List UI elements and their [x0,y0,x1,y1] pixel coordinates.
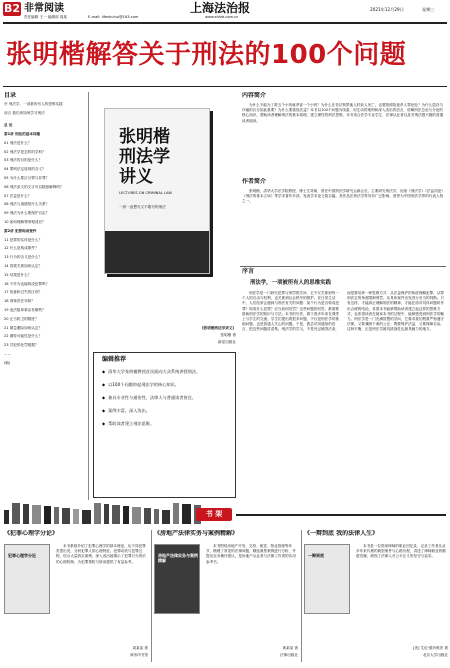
toc-title: 目录 [4,92,17,99]
editor-note-text: 案例丰富，深入浅出。 [108,408,150,413]
content-brief [242,92,446,174]
editor-note-item [102,395,230,401]
toc-line: 14 因果关系如何认定？ [4,263,43,268]
bottom-book-cover [154,544,200,614]
bottom-book-author: 黄某某 著 [282,646,298,650]
toc-line: 序 刑法学，一项被所有人的思维实践 [4,102,63,106]
bookshelf-books [0,504,196,526]
bullet-icon: ◆ [102,421,106,426]
book-spine [73,509,79,524]
bottom-book [4,530,150,664]
toc-line: 22 期待可能性是什么？ [4,334,43,339]
bottom-book-cover-title: 一辩到底 [308,553,324,558]
author-brief [242,178,446,264]
book-spine [182,504,191,524]
bottom-book-title: 《犯罪心理学分论》 [4,530,59,537]
book-spine [32,505,41,524]
editor-note-box [93,352,236,498]
masthead: 上海法治报 [190,1,251,15]
bookshelf-rule [236,514,446,516]
book-spine [44,506,51,524]
bottom-book-cover [304,544,350,614]
toc-column [4,92,86,500]
book-spine [82,510,91,524]
book-caption-title: 《张明楷刑法学讲义》 [200,326,236,330]
bottom-book [154,530,300,664]
book-spine [144,508,151,524]
toc-line: 03 刑法的目的是什么？ [4,158,43,163]
bottom-book-publisher: 商务印书馆 [130,653,148,657]
section-title: 非常阅读 [24,3,64,14]
toc-line: 第2讲 犯罪构成要件 [4,228,37,233]
editor-note-title: 编辑推荐 [102,356,127,363]
toc-line: 17 故意和过失的区别？ [4,290,43,295]
bottom-book-publisher: 北京大学出版社 [422,653,448,657]
toc-line: 总 论 [4,123,13,128]
book-section-label: 书 架 [196,508,232,521]
bullet-icon: ◆ [102,382,106,387]
bottom-book-text: 本书系统介绍了犯罪心理学的基本理论，从不同犯罪类型出发，分析犯罪人的心理特征、犯罪动机与犯罪过程，结合大量真实案例，深入浅出地揭示了犯罪行为背后的心理机制，为犯罪预防与矫治提供了有益参考。 [56,544,146,564]
headline: 张明楷解答关于刑法的100个问题 [6,40,407,70]
toc-line: 12 什么是构成要件？ [4,246,39,251]
book-spine [112,505,120,524]
toc-line: 05 为什么要区分罪与非罪？ [4,175,50,180]
weekday: 星期三 [422,7,435,12]
toc-line: 21 紧急避险如何认定？ [4,325,43,330]
date: 2021年12月29日 [370,7,404,12]
excerpt-heading: 刑法学，一项被所有人的思维实践 [250,280,331,286]
bottom-divider [151,530,152,662]
toc-line: …… [4,351,12,356]
bottom-book-title: 《房地产法律实务与案例精解》 [154,530,239,537]
url: www.shfzb.com.cn [205,15,239,19]
editor-note-text: 清华大学张明楷教授首次面向大众系统讲授刑法。 [108,369,201,374]
bullet-icon: ◆ [102,408,106,413]
book-caption-author: 张明楷 著 [220,333,236,337]
book-spine [132,507,141,524]
book-cover-title: 张明楷刑法学讲义 [119,127,170,187]
editor-note-text: 兼具专业性与通俗性，法律人与普通读者皆宜。 [108,395,197,400]
toc-line: 13 行为的含义是什么？ [4,255,43,260]
toc-line: 09 刑法为什么要保护自由？ [4,211,50,216]
bullet-icon: ◆ [102,395,106,400]
toc-line: 第1讲 刑法的基本问题 [4,131,41,136]
excerpt-title: 序言 [242,268,255,275]
book-spine [62,508,70,524]
author-brief-title: 作者简介 [242,178,267,185]
book-cover [104,108,210,274]
editor-note-item [102,421,230,427]
toc-line: 06 刑法条文的文字可以随意解释吗？ [4,184,64,189]
book-cover-band [105,231,209,273]
bottom-book-author: 周某某 著 [132,646,148,650]
header [0,0,450,22]
book-spine [162,510,170,524]
toc-line: 19 违法阻却事由有哪些？ [4,307,46,312]
header-rule [3,22,447,24]
book-spine [23,504,29,524]
toc-line: 16 不作为也能构成犯罪吗？ [4,281,50,286]
book-cover-tagline: 一套一直想写又不敢写的刑法 [119,205,166,209]
book-spine [173,503,179,524]
editor-note-text: 帮助读者建立刑法思维。 [108,421,155,426]
bottom-divider [301,530,302,662]
bottom-book-title: 《一辩到底 我的法律人生》 [304,530,379,537]
book-spine [4,510,9,524]
page-code: B2 [3,2,21,15]
book-spine [123,506,129,524]
toc-line: 02 刑法学是怎样的学科？ [4,149,46,154]
toc-line: 11 犯罪的实体是什么？ [4,237,43,242]
content-brief-text: 为什么不能为了救五个小孩就杀害一个小孩？为什么在非法拘禁他人时致人死亡，也要按照故意杀人罪论处？为什么盗窃与诈骗的区分如此重要？为什么要重视法益？本书以100个问题为线索，用生动的案例和深入浅出的语言，讲解刑法总论与分论的核心知识，帮助读者理解刑法的基本原理，建立理性的刑法思维。本书适合法学专业学生、法律从业者以及对刑法感兴趣的普通读者阅读。 [242,103,444,123]
bottom-book [304,530,450,664]
toc-line: 07 法益是什么？ [4,193,32,198]
bottom-book-text: 本书是一位资深律师的职业回忆录，记录了作者从业多年来代理的典型案件与心路历程，讲述了律师职业的酸甜苦辣，展现了法律人对公平正义的坚守与追求。 [356,544,446,559]
excerpt-text: 刑法学是一门研究犯罪与刑罚的学问，它不仅关系到每一个人的自由与权利，也关系到社会秩序的维护。在日常生活中，人们经常会遇到与刑法有关的问题：某个行为是否构成犯罪？构成什么犯罪？应当如何处罚？这些问题的回答，都需要借助刑法学的知识与方法。本书的写作，源于我多年来在课堂上与学生的交流。学生们提出的很多问题，不仅是刑法学的基础问题，也是普通人关心的问题。于是，我尝试用通俗的语言，把这些问题讲清楚。刑法学的学习，不是死记硬背法条，而是要培养一种思维方式：从法益保护的角度理解犯罪，从罪刑法定的角度限制刑罚，从具体案件出发进行妥当的判断。只有这样，才能真正理解刑法的精神，才能在面对具体问题时作出合理的结论。希望本书能够帮助读者建立起这样的思维方式，也希望读者在阅读本书的过程中，能够感受到刑法学的魅力。刑法学是一门充满智慧的学问，它要求我们既要严格遵守法律，又要兼顾个案的公正；既要保护法益，又要保障自由。这种平衡，正是刑法学最具挑战性也最具魅力的地方。 [242,291,445,332]
content-brief-title: 内容简介 [242,92,267,99]
email: E-mail: lifeshuhui@163.com [88,15,139,19]
toc-line: 15 结果是什么？ [4,272,32,277]
excerpt-top-rule [240,266,446,267]
bullet-icon: ◆ [102,369,106,374]
book-spine [12,503,20,524]
book-spine [154,509,159,524]
toc-list [4,102,86,366]
toc-line: 08 刑法与道德是什么关系？ [4,202,50,207]
editor-note-item [102,408,230,414]
editor-note-list [102,369,230,434]
author-brief-text: 张明楷，清华大学法学院教授、博士生导师，曾任中国刑法学研究会副会长。主要研究刑法学，出版《刑法学》《法益初论》《刑法的基本立场》等学术著作多部，发表学术论文数百篇，其作品在刑法学界具有广泛影响，被誉为中国刑法学界的代表人物之一。 [242,189,445,204]
bottom-book-text: 本书围绕房地产开发、交易、租赁、物业管理等环节，梳理了常见的法律问题，精选典型案例进行分析，并提出实务操作建议，是房地产从业者与法律工作者的实用参考书。 [206,544,296,564]
headline-rule [3,86,447,87]
toc-line: 23 共犯的处罚根据？ [4,343,39,348]
bottom-book-cover-title: 犯罪心理学分论 [8,553,36,558]
editor-note-item [102,382,230,388]
book-spine [94,503,101,524]
bookshelf-strip [0,504,450,526]
editors: 责任编辑 王一 编辑部 周某 [24,15,67,19]
bottom-book-cover [4,544,50,614]
bottom-book-publisher: 法律出版社 [280,653,298,657]
toc-line: 前言 我们该如何学习刑法 [4,110,45,115]
toc-line: 18 刑事责任年龄？ [4,299,35,304]
toc-line: (略) [4,360,11,365]
toc-line: 20 正当防卫的限度？ [4,316,39,321]
book-caption-publisher: 新星出版社 [218,340,236,344]
bottom-book-cover-title: 房地产法律实务与案例精解 [158,553,198,564]
toc-line: 10 如何理解罪刑相适应？ [4,219,46,224]
bottom-book-author: [美] 艾伦·德肖维茨 著 [413,646,448,650]
editor-note-text: 以100个问题串起刑法学的核心知识。 [108,382,179,387]
book-spine [54,507,59,524]
toc-line: 01 刑法是什么？ [4,140,32,145]
book-cover-subtitle: LECTURES ON CRIMINAL LAW [119,191,172,195]
toc-line: 04 罪刑法定原则的含义？ [4,167,46,172]
editor-note-item [102,369,230,375]
book-spine [104,504,109,524]
toc-divider [88,92,89,500]
